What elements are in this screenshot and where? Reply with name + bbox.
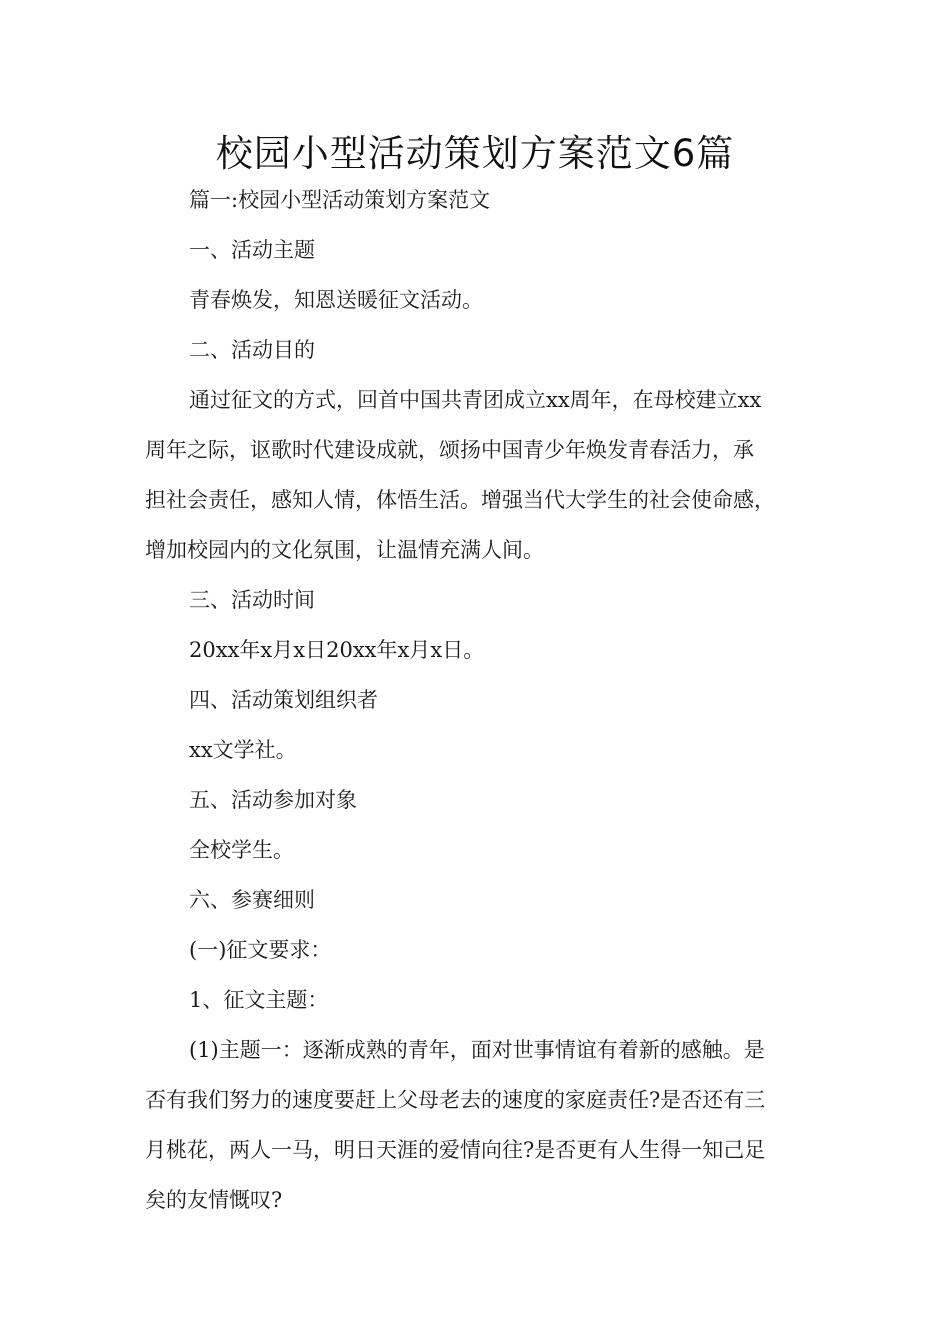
paragraph-time: 20xx年x月x日20xx年x月x日。	[189, 638, 485, 662]
paragraph-purpose-line-2: 周年之际，讴歌时代建设成就，颂扬中国青少年焕发青春活力，承	[145, 438, 754, 462]
paragraph-topic-one-line-1: (1)主题一：逐渐成熟的青年，面对世事情谊有着新的感触。是	[189, 1038, 765, 1062]
document-title: 校园小型活动策划方案范文6篇	[215, 132, 735, 175]
heading-organizer: 四、活动策划组织者	[189, 688, 378, 712]
heading-rules: 六、参赛细则	[189, 888, 315, 912]
paragraph-topic-one-line-3: 月桃花，两人一马，明日天涯的爱情向往?是否更有人生得一知己足	[145, 1138, 766, 1162]
paragraph-topic-one-line-4: 矣的友情慨叹?	[145, 1188, 283, 1212]
heading-activity-purpose: 二、活动目的	[189, 338, 315, 362]
heading-participants: 五、活动参加对象	[189, 788, 357, 812]
section-heading-part-one: 篇一:校园小型活动策划方案范文	[189, 188, 491, 212]
heading-activity-theme: 一、活动主题	[189, 238, 315, 262]
paragraph-purpose-line-3: 担社会责任，感知人情，体悟生活。增强当代大学生的社会使命感，	[145, 488, 775, 512]
heading-activity-time: 三、活动时间	[189, 588, 315, 612]
subheading-essay-topics: 1、征文主题：	[189, 988, 329, 1012]
paragraph-purpose-line-4: 增加校园内的文化氛围，让温情充满人间。	[145, 538, 544, 562]
subheading-essay-requirements: (一)征文要求：	[189, 938, 332, 962]
paragraph-organizer: xx文学社。	[189, 738, 297, 762]
paragraph-participants: 全校学生。	[189, 838, 294, 862]
paragraph-purpose-line-1: 通过征文的方式，回首中国共青团成立xx周年，在母校建立xx	[189, 388, 762, 412]
paragraph-topic-one-line-2: 否有我们努力的速度要赶上父母老去的速度的家庭责任?是否还有三	[145, 1088, 766, 1112]
paragraph-theme: 青春焕发，知恩送暖征文活动。	[189, 288, 483, 312]
